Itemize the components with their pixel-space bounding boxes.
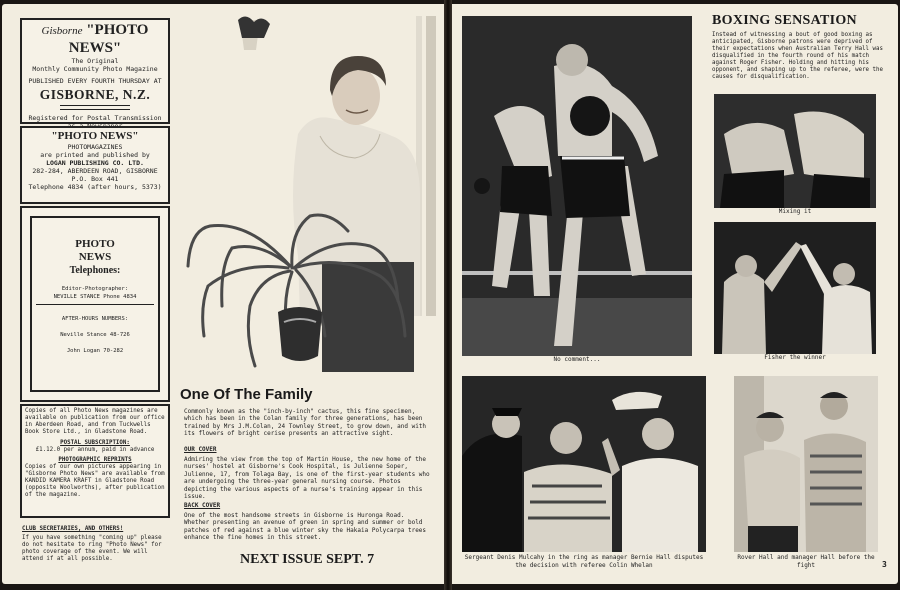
masthead-line1: The Original	[71, 57, 119, 65]
caption-winner: Fisher the winner	[764, 354, 826, 361]
publisher-line: P.O. Box 441	[71, 175, 119, 183]
photo-main-fight-art	[462, 16, 692, 356]
right-page	[452, 4, 898, 584]
postal-text: £1.12.0 per annum, paid in advance	[35, 447, 155, 453]
publisher-company: LOGAN PUBLISHING CO. LTD.	[46, 159, 144, 167]
photo-fisher-winner-art	[714, 222, 876, 354]
copies-text: Copies of all Photo News magazines are available on publication from our office in Aberdeen Road, and from Tuckwells Book Store Ltd., in Gladstone Road.	[25, 408, 165, 435]
cover-text: Admiring the view from the top of Martin House, the new home of the nurses' hostel at Gisborne's Cook Hospital, is Julienne Soper, Julienne, 17, from Tolaga Bay, is one of the first-year students who are undergoing the three-year general nursing course. Photos depicting the various aspects of a nurse's training appear in this issue.	[184, 456, 430, 501]
postal-heading: POSTAL SUBSCRIPTION:	[60, 440, 130, 446]
next-issue: NEXT ISSUE SEPT. 7	[240, 552, 375, 567]
cactus-photo-art	[180, 16, 438, 386]
editor-phone: NEVILLE STANCE Phone 4834	[36, 293, 154, 305]
photo-dispute-art	[462, 376, 706, 552]
publisher-line: PHOTOMAGAZINES	[67, 143, 123, 151]
photo-mixing-it	[714, 94, 876, 208]
photo-dispute	[462, 376, 706, 552]
reprints-heading: PHOTOGRAPHIC REPRINTS	[58, 457, 132, 463]
after-hours-label: AFTER-HOURS NUMBERS:	[61, 316, 129, 322]
photo-mixing-it-art	[714, 94, 876, 208]
hanging-plant	[238, 16, 270, 50]
caption-mixing: Mixing it	[778, 208, 812, 215]
feature-title: One Of The Family	[180, 386, 313, 403]
caption-dispute: Sergeant Denis Mulcahy in the ring as manager Bernie Hall disputes the decision with referee Colin Whelan	[464, 554, 704, 569]
photo-main-fight	[462, 16, 692, 356]
photo-fisher-winner	[714, 222, 876, 354]
spine	[444, 0, 452, 590]
headline: BOXING SENSATION	[712, 13, 857, 28]
publisher-line: 282-284, ABERDEEN ROAD, GISBORNE	[32, 167, 158, 175]
masthead-box	[20, 18, 170, 124]
feature-text: Commonly known as the "inch-by-inch" cactus, this fine specimen, which has been in the Colan family for three generations, has been trained by Mrs J.M.Colan, 24 Townley Street, to grow down, and with its flowers of bright cerise presents an attractive sight.	[184, 408, 427, 438]
cover-heading: OUR COVER	[184, 446, 217, 453]
intro-text: Instead of witnessing a bout of good boxing as anticipated, Gisborne patrons were deprived of their expectations when Australian Terry Hall was disqualified in the fourth round of his match against Roger Fisher. Holding and hitting his opponent, and shaping up to the referee, were the causes for disqualification.	[712, 32, 884, 80]
page-number: 3	[882, 560, 887, 569]
back-cover-heading: BACK COVER	[184, 502, 221, 509]
info-box	[20, 404, 170, 518]
left-page	[2, 4, 444, 584]
masthead-prefix: Gisborne	[41, 25, 83, 37]
reprints-text: Copies of our own pictures appearing in "Gisborne Photo News" are available from KANDID KAMERA KRAFT in Gladstone Road (opposite Woolworths), after publication of the magazine.	[25, 464, 165, 498]
club-heading: CLUB SECRETARIES, AND OTHERS!	[22, 526, 124, 532]
publisher-line: are printed and published by	[40, 151, 150, 159]
caption-main: No comment...	[553, 356, 601, 363]
masthead-rule	[60, 105, 130, 110]
photo-rover-hall	[734, 376, 878, 552]
masthead-line3: PUBLISHED EVERY FOURTH THURSDAY AT	[28, 77, 162, 85]
flower-pot	[278, 307, 322, 361]
cactus-photo	[180, 16, 438, 386]
caption-rover: Rover Hall and manager Hall before the fight	[737, 554, 875, 569]
publisher-title: "PHOTO NEWS"	[51, 130, 139, 142]
publisher-line: Telephone 4834 (after hours, 5373)	[28, 183, 162, 191]
masthead-title: "PHOTO NEWS"	[68, 22, 149, 56]
telephones-inner-box	[30, 216, 160, 392]
telephones-title-photo: PHOTO	[75, 238, 115, 250]
after-hours-number: John Logan 70-282	[66, 348, 124, 354]
masthead-line2: Monthly Community Photo Magazine	[32, 65, 158, 73]
publisher-box	[20, 126, 170, 204]
back-cover-text: One of the most handsome streets in Gisborne is Huronga Road. Whether presenting an avenue of green in spring and summer or bold patches of red against a blue winter sky the Hakaia Polycarpa trees enhance the fine homes in this street.	[184, 512, 427, 542]
club-text: If you have something "coming up" please do not hesitate to ring "Photo News" for photo coverage of the event. We will attend if at all possible.	[22, 535, 162, 562]
telephones-title: Telephones:	[69, 265, 121, 276]
telephones-title-news: NEWS	[78, 251, 112, 263]
club-section	[22, 526, 172, 563]
telephones-outer-box	[20, 206, 170, 402]
photo-rover-hall-art	[734, 376, 878, 552]
editor-label: Editor-Photographer:	[61, 286, 129, 292]
masthead-registered: Registered for Postal Transmission	[28, 114, 162, 122]
after-hours-number: Neville Stance 48-726	[60, 332, 130, 338]
masthead-city: GISBORNE, N.Z.	[39, 87, 151, 102]
